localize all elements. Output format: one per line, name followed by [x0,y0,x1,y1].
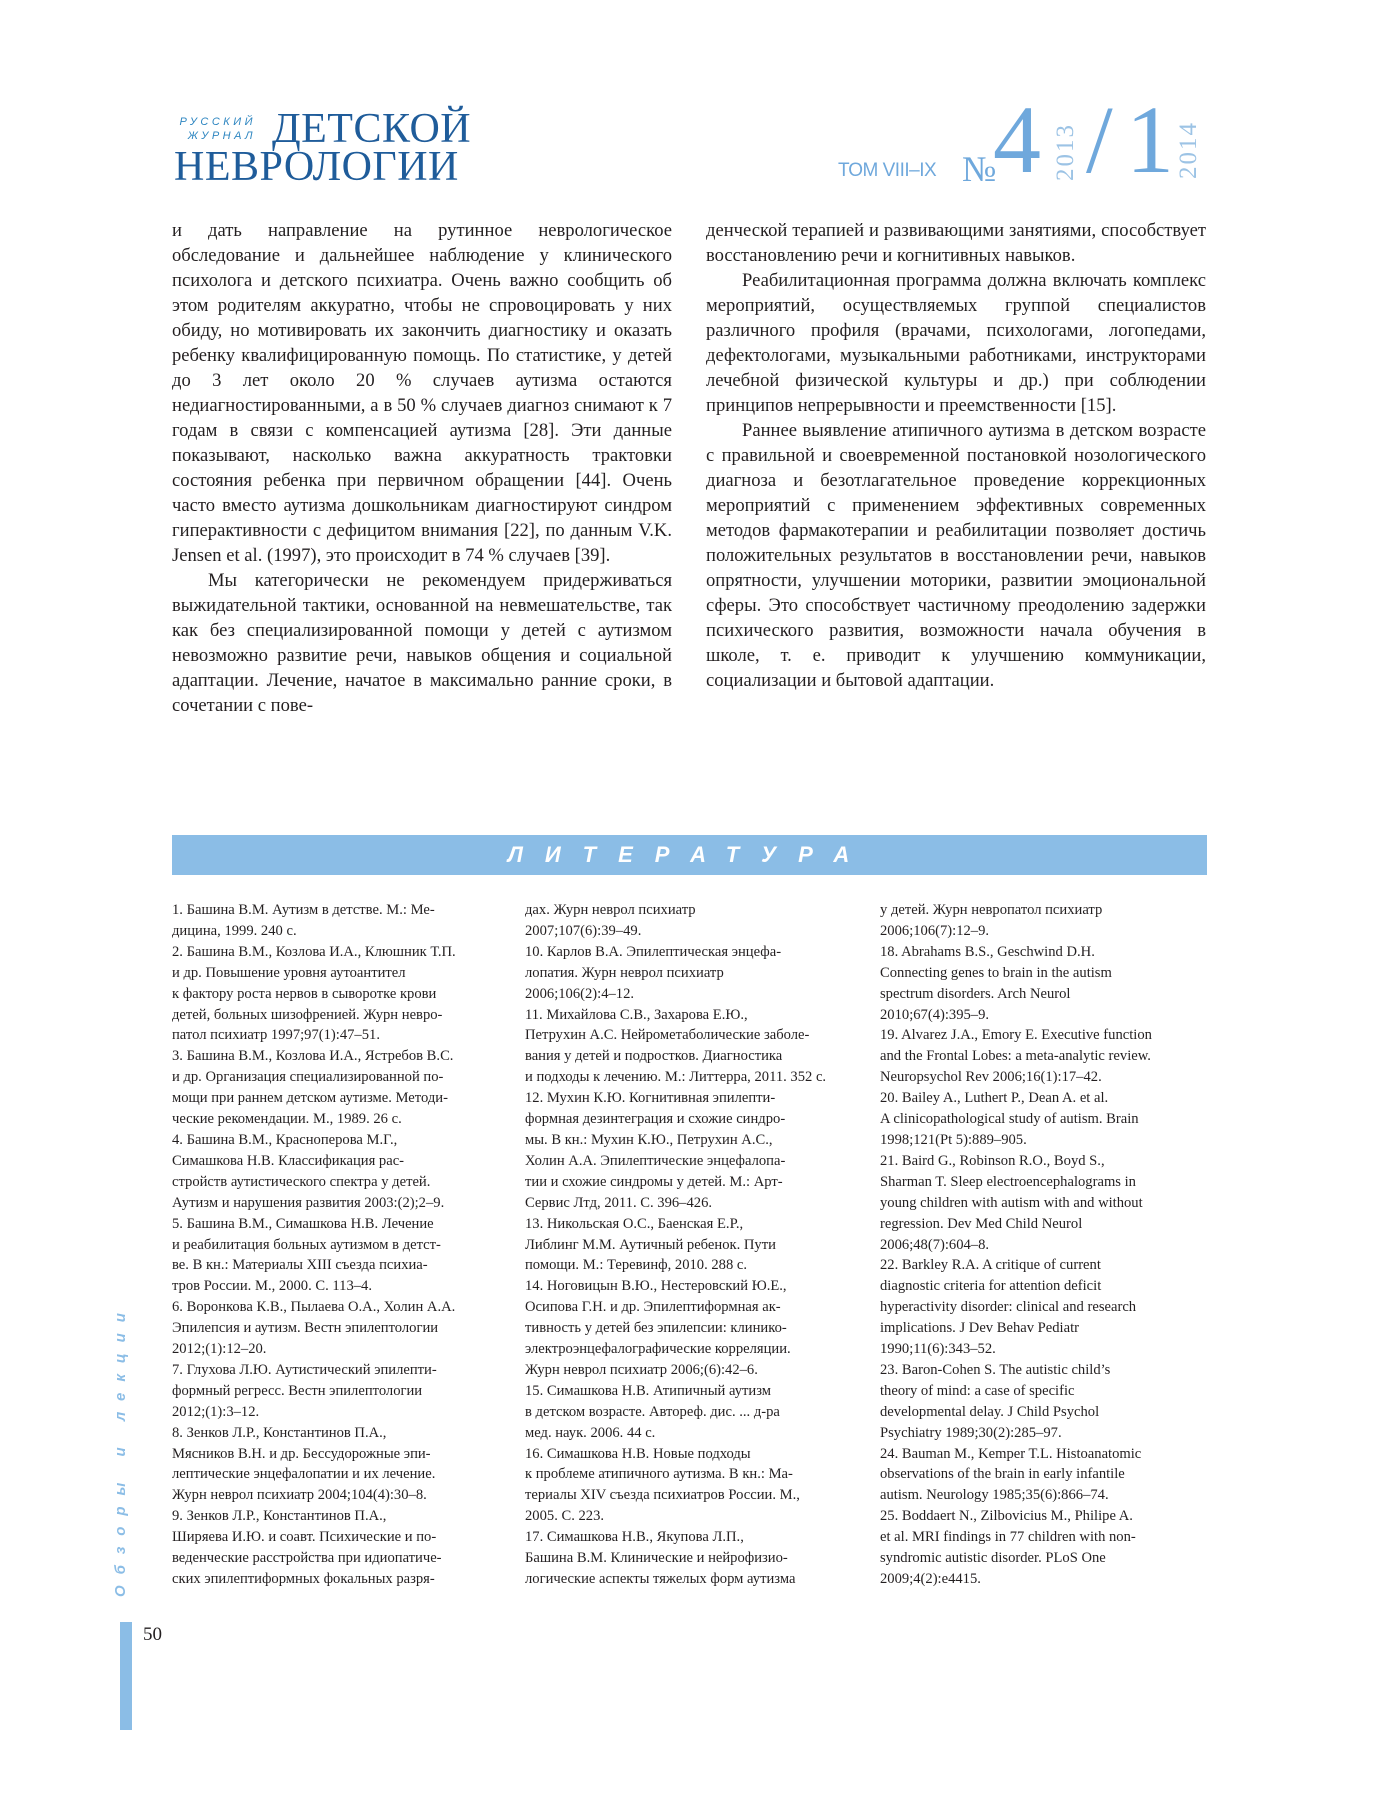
reference-line: помощи. М.: Теревинф, 2010. 288 с. [525,1257,748,1274]
reference-line: тров России. М., 2000. С. 113–4. [172,1278,373,1295]
reference-line: и подходы к лечению. М.: Литтерра, 2011. 352 с. [525,1069,827,1086]
reference-line: implications. J Dev Behav Pediatr [880,1320,1080,1337]
reference-line: 4. Башина В.М., Красноперова М.Г., [172,1131,398,1148]
body-paragraph: Мы категорически не рекомендуем придерживаться выжидательной тактики, основанной на невмешательстве, так как без специализированной помощи у детей с аутизмом невозможно развитие речи, навыков общения и социальной адаптации. Лечение, начатое в максимально ранние сроки, в сочетании с пове- [172,570,672,716]
reference-line: формная дезинтеграция и схожие синдро- [525,1111,786,1128]
reference-line: 2012;(1):12–20. [172,1341,267,1358]
reference-line: и реабилитация больных аутизмом в детст- [172,1236,441,1253]
reference-line: 1998;121(Pt 5):889–905. [880,1131,1027,1148]
reference-item [880,1360,1212,1444]
journal-title-line1: ДЕТСКОЙ [272,106,472,152]
reference-line: Мясников В.Н. и др. Бессудорожные эпи- [172,1445,431,1462]
issue-slash: / [1086,86,1113,193]
reference-item [880,1255,1212,1360]
reference-line: Башина В.М. Клинические и нейрофизио- [525,1550,788,1567]
reference-line: и др. Организация специализированной по- [172,1069,444,1086]
reference-line: Симашкова Н.В. Классификация рас- [172,1152,405,1169]
reference-item [525,1005,851,1089]
reference-line: and the Frontal Lobes: a meta-analytic review. [880,1048,1151,1065]
reference-line: 13. Никольская О.С., Баенская Е.Р., [525,1215,744,1232]
reference-line: 2006;48(7):604–8. [880,1236,990,1253]
reference-line: 1990;11(6):343–52. [880,1341,996,1358]
reference-line: hyperactivity disorder: clinical and research [880,1299,1137,1316]
literature-title: ЛИТЕРАТУРА [507,842,872,867]
reference-line: 14. Ноговицын В.Ю., Нестеровский Ю.Е., [525,1278,787,1295]
reference-item [525,900,851,942]
reference-line: 19. Alvarez J.A., Emory E. Executive function [880,1027,1152,1044]
reference-item [880,1088,1212,1151]
reference-line: 6. Воронкова К.В., Пылаева О.А., Холин А.А. [172,1299,456,1316]
reference-item [172,1297,498,1360]
reference-line: Петрухин А.С. Нейрометаболические заболе- [525,1027,810,1044]
reference-item [880,1151,1212,1256]
reference-line: 22. Barkley R.A. A critique of current [880,1257,1101,1274]
reference-line: observations of the brain in early infantile [880,1466,1125,1483]
reference-item [880,942,1212,1026]
reference-line: theory of mind: a case of specific [880,1382,1075,1399]
reference-line: 2006;106(2):4–12. [525,985,635,1002]
reference-item [172,1046,498,1130]
reference-line: 2005. С. 223. [525,1508,605,1525]
reference-line: мы. В кн.: Мухин К.Ю., Петрухин А.С., [525,1131,773,1148]
body-paragraph: Реабилитационная программа должна включать комплекс мероприятий, осуществляемых группой специалистов различного профиля (врачами, психологами, логопедами, дефектологами, музыкальными работниками, инструкторами лечебной физической культуры и др.) при соблюдении принципов непрерывности и преемственности [15]. [706,270,1206,416]
body-paragraph: и дать направление на рутинное неврологическое обследование и дальнейшее наблюдение у клинического психолога и детского психиатра. Очень важно сообщить об этом родителям аккуратно, чтобы не спровоцировать у них обиду, но мотивировать их закончить диагностику и оказать ребенку квалифицированную помощь. По статистике, у детей до 3 лет около 20 % случаев аутизма остаются недиагностированными, а в 50 % случаев диагноз снимают к 7 годам в связи с компенсацией аутизма [28]. Эти данные показывают, насколько важна аккуратность трактовки состояния ребенка при первичном обращении [44]. Очень часто вместо аутизма дошкольникам диагностируют синдром гиперактивности с дефицитом внимания [22], по данным V.K. Jensen et al. (1997), это происходит в 74 % случаев [39]. [172,220,672,566]
reference-item [525,1276,851,1381]
reference-line: spectrum disorders. Arch Neurol [880,985,1071,1002]
reference-line: Neuropsychol Rev 2006;16(1):17–42. [880,1069,1102,1086]
reference-line: 9. Зенков Л.Р., Константинов П.А., [172,1508,387,1525]
reference-line: 15. Симашкова Н.В. Атипичный аутизм [525,1382,772,1399]
reference-line: ских эпилептиформных фокальных разря- [172,1571,435,1587]
reference-line: логические аспекты тяжелых форм аутизма [525,1571,796,1587]
reference-line: в детском возрасте. Автореф. дис. ... д-ра [525,1403,780,1420]
body-paragraph: денческой терапией и развивающими занятиями, способствует восстановлению речи и когнитивных навыков. [706,220,1206,266]
reference-item [880,1506,1212,1590]
reference-line: стройств аутистического спектра у детей. [172,1173,431,1190]
reference-item [525,1214,851,1277]
reference-line: 21. Baird G., Robinson R.O., Boyd S., [880,1152,1105,1169]
body-column-right [706,218,1206,693]
reference-line: к проблеме атипичного аутизма. В кн.: Ма- [525,1466,793,1483]
reference-line: вания у детей и подростков. Диагностика [525,1048,783,1065]
reference-line: териалы XIV съезда психиатров России. М., [525,1487,800,1504]
issue-year-a: 2013 [1052,123,1079,181]
reference-line: Connecting genes to brain in the autism [880,964,1112,981]
reference-line: diagnostic criteria for attention deficit [880,1278,1102,1295]
reference-line: к фактору роста нервов в сыворотке крови [172,985,437,1002]
reference-item [880,1444,1212,1507]
reference-line: regression. Dev Med Child Neurol [880,1215,1083,1232]
reference-line: Холин А.А. Эпилептические энцефалопа- [525,1152,786,1169]
reference-line: 20. Bailey A., Luthert P., Dean A. et al. [880,1090,1109,1107]
reference-line: лептические энцефалопатии и их лечение. [172,1466,436,1483]
reference-item [880,1025,1212,1088]
reference-line: 18. Abrahams B.S., Geschwind D.H. [880,943,1095,960]
reference-line: Sharman T. Sleep electroencephalograms in [880,1173,1136,1190]
reference-line: Осипова Г.Н. и др. Эпилептиформная ак- [525,1299,781,1316]
reference-item [525,1527,851,1590]
reference-line: autism. Neurology 1985;35(6):866–74. [880,1487,1109,1504]
references-column-3 [880,900,1212,1590]
reference-line: 24. Bauman M., Kemper T.L. Histoanatomic [880,1445,1142,1462]
reference-line: формный регресс. Вестн эпилептологии [172,1382,423,1399]
reference-line: патол психиатр 1997;97(1):47–51. [172,1027,380,1044]
reference-line: Psychiatry 1989;30(2):285–97. [880,1424,1062,1441]
reference-line: тивность у детей без эпилепсии: клинико- [525,1320,787,1337]
reference-line: ческие рекомендации. М., 1989. 26 с. [172,1111,402,1128]
reference-item [172,1506,498,1590]
reference-line: 2006;106(7):12–9. [880,922,990,939]
reference-line: лопатия. Журн неврол психиатр [525,964,724,981]
reference-item [172,900,498,942]
reference-line: 2. Башина В.М., Козлова И.А., Клюшник Т.П. [172,943,456,960]
reference-line: et al. MRI findings in 77 children with non- [880,1529,1136,1546]
reference-line: developmental delay. J Child Psychol [880,1403,1100,1420]
reference-line: 2009;4(2):e4415. [880,1571,981,1587]
reference-line: веденческие расстройства при идиопатиче- [172,1550,442,1567]
reference-item [525,1381,851,1444]
reference-line: Либлинг М.М. Аутичный ребенок. Пути [525,1236,776,1253]
reference-line: 2007;107(6):39–49. [525,922,642,939]
reference-line: A clinicopathological study of autism. Brain [880,1111,1139,1128]
page-number: 50 [143,1624,162,1645]
reference-line: Ширяева И.Ю. и соавт. Психические и по- [172,1529,437,1546]
reference-line: Журн неврол психиатр 2004;104(4):30–8. [172,1487,427,1504]
reference-line: 2012;(1):3–12. [172,1403,260,1420]
reference-line: 8. Зенков Л.Р., Константинов П.А., [172,1424,387,1441]
reference-line: Журн неврол психиатр 2006;(6):42–6. [525,1361,758,1378]
reference-line: дицина, 1999. 240 с. [172,922,297,939]
reference-line: мощи при раннем детском аутизме. Методи- [172,1090,448,1107]
number-sign: № [962,149,997,189]
issue-number-a: 4 [993,86,1041,193]
reference-item [525,1088,851,1213]
reference-line: 5. Башина В.М., Симашкова Н.В. Лечение [172,1215,434,1232]
literature-header-bar [172,835,1207,875]
reference-item [880,900,1212,942]
reference-line: syndromic autistic disorder. PLoS One [880,1550,1106,1567]
reference-line: Сервис Лтд, 2011. С. 396–426. [525,1194,713,1211]
reference-line: 16. Симашкова Н.В. Новые подходы [525,1445,751,1462]
reference-line: Эпилепсия и аутизм. Вестн эпилептологии [172,1320,439,1337]
issue-year-b: 2014 [1175,121,1202,179]
reference-item [172,1214,498,1298]
body-column-left [172,218,672,718]
reference-line: электроэнцефалографические корреляции. [525,1341,791,1358]
reference-line: 25. Boddaert N., Zilbovicius M., Philipe A. [880,1508,1133,1525]
reference-line: 7. Глухова Л.Ю. Аутистический эпилепти- [172,1361,437,1378]
issue-number-b: 1 [1126,86,1174,193]
journal-subtitle: РУССКИЙ ЖУРНАЛ [179,116,256,142]
reference-item [172,942,498,1047]
references-column-2 [525,900,851,1590]
reference-line: 12. Мухин К.Ю. Когнитивная эпилепти- [525,1090,776,1107]
reference-line: ве. В кн.: Материалы XIII съезда психиа- [172,1257,428,1274]
reference-line: тии и схожие синдромы у детей. М.: Арт- [525,1173,783,1190]
reference-line: и др. Повышение уровня аутоантител [172,964,406,981]
reference-line: 17. Симашкова Н.В., Якупова Л.П., [525,1529,744,1546]
reference-line: 23. Baron-Cohen S. The autistic child’s [880,1361,1111,1378]
body-paragraph: Раннее выявление атипичного аутизма в детском возрасте с правильной и своевременной постановкой нозологического диагноза и безотлагательное проведение коррекционных мероприятий с применением эффективных современных методов фармакотерапии и реабилитации позволяет достичь положительных результатов в восстановлении речи, навыков опрятности, улучшении моторики, развитии эмоциональной сферы. Это способствует частичному преодолению задержки психического развития, возможности начала обучения в школе, т. е. приводит к улучшению коммуникации, социализации и бытовой адаптации. [706,420,1206,691]
references-column-1 [172,900,498,1590]
reference-item [172,1423,498,1507]
reference-line: детей, больных шизофренией. Журн невро- [172,1006,443,1023]
volume-label: ТОМ VIII–IX [838,160,937,181]
reference-line: 10. Карлов В.А. Эпилептическая энцефа- [525,943,782,960]
reference-line: у детей. Журн невропатол психиатр [880,902,1103,918]
section-marker-bar [120,1622,132,1730]
reference-line: Аутизм и нарушения развития 2003:(2);2–9. [172,1194,445,1211]
reference-line: 2010;67(4):395–9. [880,1006,990,1023]
reference-line: 11. Михайлова С.В., Захарова Е.Ю., [525,1006,748,1023]
journal-title [174,106,472,190]
reference-line: 1. Башина В.М. Аутизм в детстве. М.: Ме- [172,902,435,918]
reference-line: мед. наук. 2006. 44 с. [525,1424,656,1441]
reference-item [172,1130,498,1214]
reference-line: 3. Башина В.М., Козлова И.А., Ястребов В.С. [172,1048,454,1065]
reference-item [525,942,851,1005]
journal-title-line2: НЕВРОЛОГИИ [174,144,459,190]
reference-item [525,1444,851,1528]
reference-item [172,1360,498,1423]
reference-line: дах. Журн неврол психиатр [525,902,696,918]
reference-line: young children with autism with and without [880,1194,1143,1211]
section-label: Обзоры и лекции [112,1302,129,1598]
